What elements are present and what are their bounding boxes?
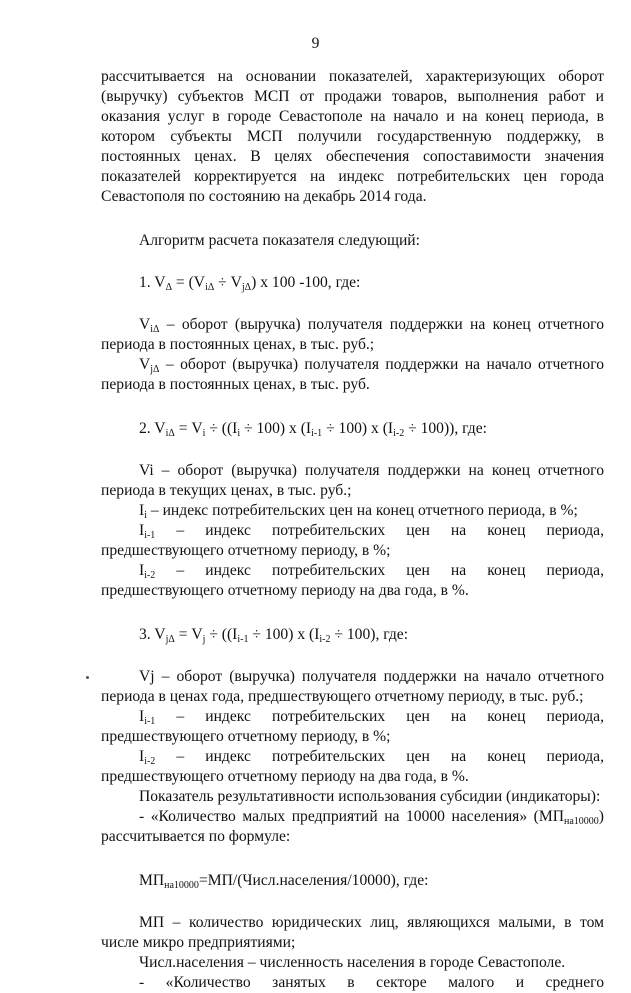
indicator-small-enterprises: - «Количество малых предприятий на 10000 населения» $(МП_{на10000})$ рассчитывается по формуле: — [101, 808, 604, 845]
indicator-employed: - «Количество занятых в секторе малого и среднего — [139, 974, 604, 991]
formula-1: 1. $V_\Delta = (V_{i\Delta} \div V_{j\Delta})$ x 100 -100, где: — [139, 274, 361, 293]
formula-4: $МП_{на10000}=МП/(Числ.населения/10000)$, где: — [139, 872, 429, 891]
definition-mp: МП – количество юридических лиц, являющихся малыми, в том числе микро предприятиями; — [101, 914, 604, 951]
definition-ii-1-b: $I_{i-1}$ – индекс потребительских цен на конец периода, предшествующего отчетному периоду, в %; — [101, 708, 604, 745]
definition-vi: Vi – оборот (выручка) получателя поддержки на конец отчетного периода в текущих ценах, в тыс. руб.; — [101, 462, 604, 499]
definition-ii-1: $I_{i-1}$ – индекс потребительских цен на конец периода, предшествующего отчетному периоду, в %; — [101, 522, 604, 559]
paragraph-intro: рассчитывается на основании показателей, характеризующих оборот (выручку) субъектов МСП от продажи товаров, выполнения работ и оказания услуг в городе Севастополе на начало и на конец периода, в котором субъекты МСП получили государственную поддержку, в постоянных ценах. В целях обеспечения сопоставимости значения показателей корректируется на индекс потребительских цен города Севастополя по состоянию на декабрь 2014 года. — [101, 68, 604, 205]
indicators-heading: Показатель результативности использования субсидии (индикаторы): — [139, 788, 601, 805]
formula-2: 2. $V_{i\Delta} = V_i \div ((I_i \div 100)$ x $(I_{i-1} \div 100)$ x $(I_{i-2} \div 100)$), где: — [139, 420, 487, 439]
definition-vi-delta: $V_{i\Delta}$ – оборот (выручка) получателя поддержки на конец отчетного периода в постоянных ценах, в тыс. руб.; — [101, 316, 604, 353]
definition-ii-2-b: $I_{i-2}$ – индекс потребительских цен на конец периода, предшествующего отчетному периоду на два года, в %. — [101, 748, 604, 785]
document-body — [101, 67, 604, 993]
algorithm-heading: Алгоритм расчета показателя следующий: — [139, 232, 420, 249]
definition-vj-delta: $V_{j\Delta}$ – оборот (выручка) получателя поддержки на начало отчетного периода в постоянных ценах, в тыс. руб. — [101, 356, 604, 393]
definition-ii-2: $I_{i-2}$ – индекс потребительских цен на конец периода, предшествующего отчетному периоду на два года, в %. — [101, 562, 604, 599]
scan-speck — [86, 676, 89, 679]
definition-vj: Vj – оборот (выручка) получателя поддержки на начало отчетного периода в ценах года, предшествующего отчетному периоду, в тыс. руб.; — [101, 668, 604, 705]
formula-3: 3. $V_{j\Delta} = V_j \div ((I_{i-1} \div 100)$ x $(I_{i-2} \div 100)$, где: — [139, 626, 409, 645]
definition-population: Числ.населения – численность населения в городе Севастополе. — [139, 954, 566, 971]
page-number: 9 — [311, 35, 320, 52]
definition-ii: $I_i$ – индекс потребительских цен на конец отчетного периода, в %; — [139, 502, 578, 521]
